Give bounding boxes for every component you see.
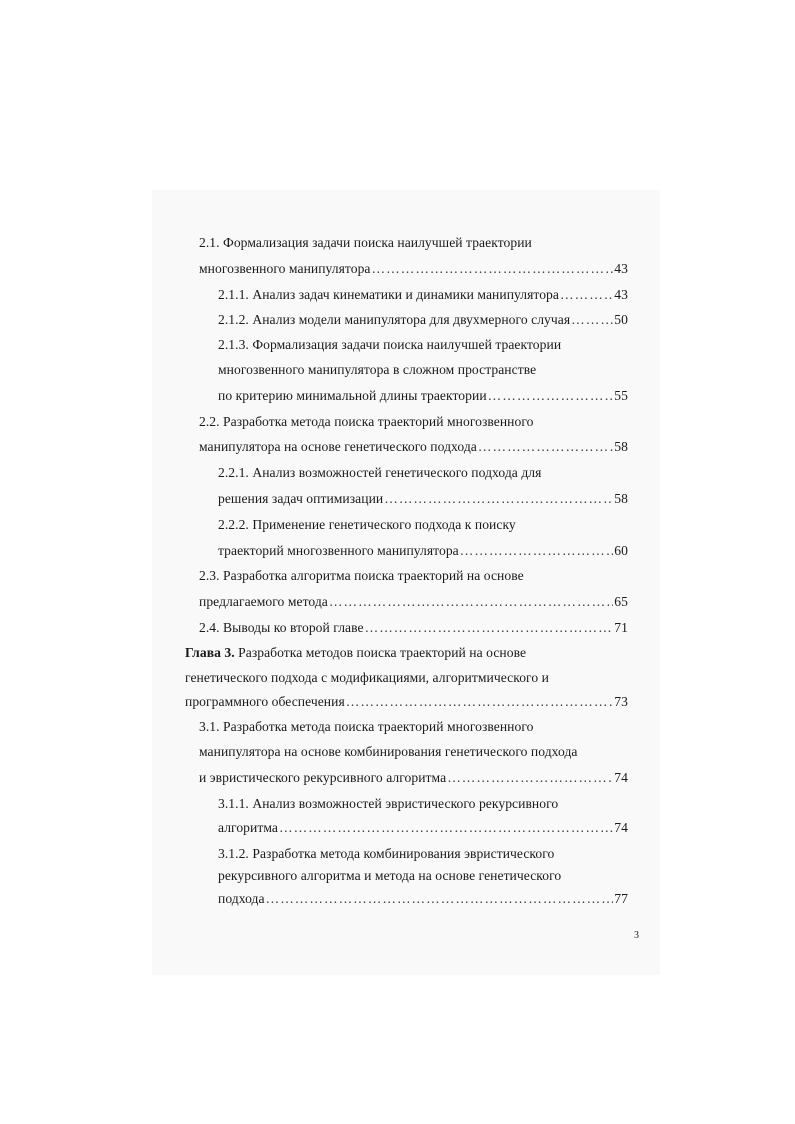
leader-dots: [571, 312, 613, 328]
toc-3-1-cont2: и эвристического рекурсивного алгоритма: [199, 770, 447, 785]
toc-page-number: 71: [614, 620, 628, 635]
toc-page-number: 43: [614, 261, 628, 276]
toc-3-1-1-cont: алгоритма: [218, 820, 278, 835]
toc-2-1-1-title: 2.1.1. Анализ задач кинематики и динамики манипулятора: [218, 287, 559, 302]
toc-2-1-title: 2.1. Формализация задачи поиска наилучшей траектории: [199, 235, 532, 250]
leader-dots: [372, 261, 614, 277]
toc-2-3-cont: предлагаемого метода: [199, 594, 328, 609]
toc-2-2-1-title: 2.2.1. Анализ возможностей генетического подхода для: [218, 465, 542, 480]
toc-page-number: 50: [614, 312, 628, 327]
toc-entry-3-1-1[interactable]: [218, 820, 628, 836]
toc-page-number: 60: [614, 543, 628, 558]
leader-dots: [478, 439, 613, 455]
leader-dots: [279, 820, 613, 836]
leader-dots: [488, 388, 614, 404]
toc-entry-3-1[interactable]: [199, 770, 628, 786]
toc-3-1-cont: манипулятора на основе комбинирования генетического подхода: [199, 744, 578, 759]
toc-2-1-3-title: 2.1.3. Формализация задачи поиска наилучшей траектории: [218, 337, 562, 352]
toc-3-1-title: 3.1. Разработка метода поиска траекторий многозвенного: [199, 719, 534, 734]
toc-entry-2-2-1[interactable]: [218, 491, 628, 507]
toc-page-number: 74: [614, 820, 628, 835]
toc-2-2-cont: манипулятора на основе генетического подхода: [199, 439, 477, 454]
toc-page-number: 74: [614, 770, 628, 785]
toc-2-2-1-cont: решения задач оптимизации: [218, 491, 384, 506]
toc-chapter-3-cont2: программного обеспечения: [185, 694, 345, 709]
toc-page-number: 58: [614, 491, 628, 506]
leader-dots: [560, 287, 613, 303]
toc-entry-3-1-2[interactable]: [218, 891, 628, 907]
leader-dots: [346, 694, 614, 710]
chapter-3-label: Глава 3.: [185, 645, 235, 660]
toc-page-number: 73: [614, 694, 628, 709]
toc-2-2-title: 2.2. Разработка метода поиска траекторий многозвенного: [199, 414, 534, 429]
leader-dots: [365, 620, 614, 636]
toc-2-2-2-title: 2.2.2. Применение генетического подхода к поиску: [218, 517, 516, 532]
toc-2-2-2-cont: траекторий многозвенного манипулятора: [218, 543, 459, 558]
toc-entry-2-1-1[interactable]: [218, 287, 628, 303]
toc-page-number: 77: [614, 891, 628, 906]
toc-entry-2-2-2[interactable]: [218, 543, 628, 559]
chapter-3-title-text: Разработка методов поиска траекторий на основе: [234, 645, 527, 660]
leader-dots: [266, 891, 614, 907]
toc-2-1-3-cont2: по критерию минимальной длины траектории: [218, 388, 487, 403]
toc-page-number: 55: [614, 388, 628, 403]
toc-3-1-2-title: 3.1.2. Разработка метода комбинирования эвристического: [218, 846, 555, 861]
leader-dots: [460, 543, 614, 559]
toc-entry-2-1-2[interactable]: [218, 312, 628, 328]
toc-chapter-3-cont: генетического подхода с модификациями, алгоритмического и: [185, 670, 549, 685]
toc-2-1-cont: многозвенного манипулятора: [199, 261, 371, 276]
leader-dots: [384, 491, 613, 507]
toc-entry-2-1-3[interactable]: [218, 388, 628, 404]
toc-3-1-2-cont2: подхода: [218, 891, 265, 906]
toc-2-1-3-cont: многозвенного манипулятора в сложном пространстве: [218, 362, 537, 377]
toc-entry-2-3[interactable]: [199, 594, 628, 610]
toc-entry-2-1[interactable]: [199, 261, 628, 277]
page-number: 3: [634, 930, 639, 941]
toc-3-1-1-title: 3.1.1. Анализ возможностей эвристического рекурсивного: [218, 796, 559, 811]
toc-2-4-title: 2.4. Выводы ко второй главе: [199, 620, 364, 635]
toc-page-number: 43: [614, 287, 628, 302]
toc-page-number: 58: [614, 439, 628, 454]
toc-page-number: 65: [614, 594, 628, 609]
leader-dots: [447, 770, 613, 786]
toc-2-3-title: 2.3. Разработка алгоритма поиска траекторий на основе: [199, 568, 524, 583]
toc-3-1-2-cont: рекурсивного алгоритма и метода на основе генетического: [218, 868, 562, 883]
toc-chapter-3-title: [185, 645, 526, 661]
toc-entry-chapter-3[interactable]: [185, 694, 628, 710]
toc-entry-2-2[interactable]: [199, 439, 628, 455]
toc-entry-2-4[interactable]: [199, 620, 628, 636]
toc-2-1-2-title: 2.1.2. Анализ модели манипулятора для двухмерного случая: [218, 312, 571, 327]
leader-dots: [329, 594, 613, 610]
